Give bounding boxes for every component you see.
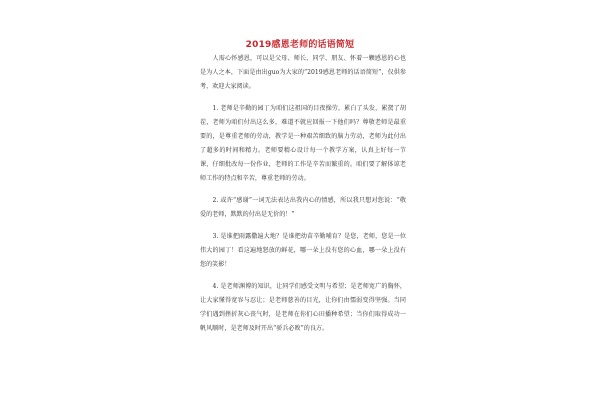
document-title: 2019感恩老师的话语简短 bbox=[245, 40, 355, 50]
document-body bbox=[200, 52, 406, 344]
paragraph-item-1: 1. 老师是辛勤的园丁为咱们这祖国的目夜操劳，累白了头发，累駌了胡茬，老师为咱们付出这么多，难道不就应回报一下他们吗？尊敬老师是最重要的，是尊重老师的劳动，教学是一种艰苦细致的脑力劳动，老师为此付出了超多的时间和精力。老师要精心设计每一个教学方案，认真上好每一节课，仔细批改每一份作业，老师的工作是辛苦而繁重的。咱们要了解体谅老师工作的特点和辛苦，尊重老师的劳动。 bbox=[200, 105, 406, 182]
paragraph-item-4: 4. 是老师渊博的知识，让同学们感受文明与希望；是老师宽广的胸怀，让大家懂得宽容与忍让；是老师慈善的目光，让你们由懦弱变得坚强。当同学们遇到挫折灰心丧气时，是老师在你们心田播种希望；当你们取得成功一帆风顺时，是老师及时开出“骄兵必败”的良方。 bbox=[200, 282, 406, 332]
paragraph-item-3: 3. 是谁把雨露撒遍大地？是谁把幼苗辛勤哺育？是您，老师，您是一位伟大的园丁！看这遍地怒放的鲜花，哪一朵上没有您的心血，哪一朵上没有您的笑影！ bbox=[200, 232, 406, 268]
intro-paragraph: 人需心怀感恩，可以是父母、师长、同学、朋友、怀着一颗感恩的心也是为人之本，下面是由出guo为大家的“2019感恩老师的话语简短”，仅供参考，欢迎大家阅读。 bbox=[200, 55, 406, 90]
paragraph-item-2: 2. 或许“感谢”一词无法表达出我内心的情感，所以我只想对您说：“敬爱的老师，默默的付出是无价的！” bbox=[200, 196, 406, 218]
